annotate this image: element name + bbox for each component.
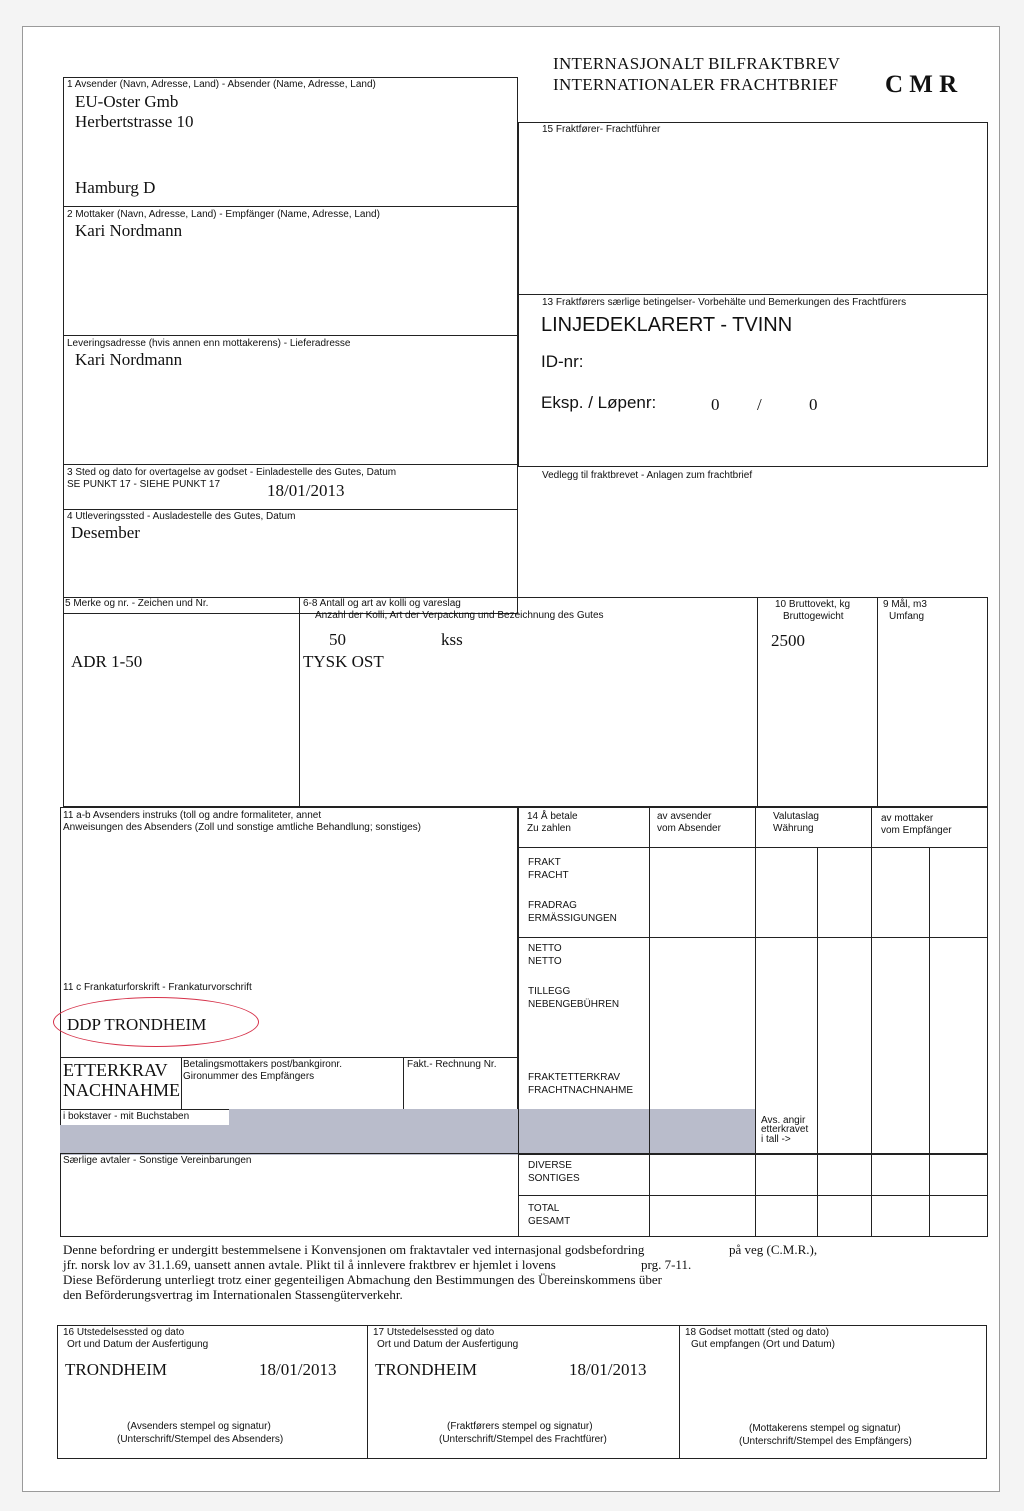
reservations-line[interactable]: LINJEDEKLARERT - TVINN — [541, 314, 793, 336]
pay-receiver-label-1: av mottaker — [881, 813, 934, 824]
pay-sender-label-1: av avsender — [657, 811, 712, 822]
cod-numbers-label-3: i tall -> — [761, 1134, 791, 1145]
sig3-stamp-2: (Unterschrift/Stempel des Empfängers) — [739, 1436, 912, 1447]
consignee-name[interactable]: Kari Nordmann — [75, 221, 183, 240]
instructions-label-1: 11 a-b Avsenders instruks (toll og andre formaliteter, annet — [63, 810, 322, 821]
takeover-date[interactable]: 18/01/2013 — [267, 481, 345, 500]
pay-row-frakt-1: FRAKT — [528, 857, 561, 868]
payment-block — [518, 807, 988, 1155]
cod-numbers-label-2: etterkravet — [761, 1124, 809, 1135]
pay-row-tillegg-2: NEBENGEBÜHREN — [528, 999, 620, 1010]
instructions-label-2: Anweisungen des Absenders (Zoll und sonstige amtliche Behandlung; sonstiges) — [63, 822, 421, 833]
pay-row-fradrag-1: FRADRAG — [528, 900, 577, 911]
pay-row-netto-2: NETTO — [528, 956, 562, 967]
sig2-place[interactable]: TRONDHEIM — [375, 1360, 477, 1379]
sig2-date[interactable]: 18/01/2013 — [569, 1360, 647, 1379]
volume-label-2: Umfang — [889, 611, 925, 622]
id-number-label: ID-nr: — [541, 352, 584, 371]
goods-quantity[interactable]: 50 — [329, 630, 346, 649]
pay-currency-label-2: Währung — [773, 823, 814, 834]
sig2-label-1: 17 Utstedelsessted og dato — [373, 1327, 495, 1338]
cod-numbers-label-1: Avs. angir — [761, 1115, 806, 1126]
pay-label-1: 14 Å betale — [527, 811, 578, 822]
special-label: Særlige avtaler - Sonstige Vereinbarungen — [63, 1155, 252, 1166]
sender-city[interactable]: Hamburg D — [75, 178, 156, 197]
sig1-date[interactable]: 18/01/2013 — [259, 1360, 337, 1379]
cod-invoice-label: Fakt.- Rechnung Nr. — [407, 1059, 497, 1070]
takeover-sublabel: SE PUNKT 17 - SIEHE PUNKT 17 — [67, 479, 221, 490]
legal-line-2b: prg. 7-11. — [641, 1257, 692, 1272]
legal-line-1b: på veg (C.M.R.), — [729, 1242, 818, 1257]
title-norwegian: INTERNASJONALT BILFRAKTBREV — [553, 54, 841, 73]
pay-row-tillegg-1: TILLEGG — [528, 986, 571, 997]
cod-words-label: i bokstaver - mit Buchstaben — [63, 1111, 190, 1122]
pay-row-netto-1: NETTO — [528, 943, 562, 954]
sig3-label-2: Gut empfangen (Ort und Datum) — [691, 1339, 835, 1350]
eksp-separator: / — [757, 395, 762, 414]
sig2-stamp-2: (Unterschrift/Stempel des Frachtfürer) — [439, 1434, 607, 1445]
reservations-label: 13 Fraktførers særlige betingelser- Vorbehälte und Bemerkungen des Frachtfürers — [542, 297, 907, 308]
pay-row-fraktetterkrav-1: FRAKTETTERKRAV — [528, 1072, 621, 1083]
weight-label-2: Bruttogewicht — [783, 611, 844, 622]
weight-label-1: 10 Bruttovekt, kg — [775, 599, 851, 610]
goods-description[interactable]: TYSK OST — [303, 652, 384, 671]
weight-value[interactable]: 2500 — [771, 631, 805, 650]
cmr-document — [22, 26, 1000, 1492]
pay-label-2: Zu zahlen — [527, 823, 571, 834]
franking-label: 11 c Frankaturforskrift - Frankaturvorschrift — [63, 982, 252, 993]
sender-label: 1 Avsender (Navn, Adresse, Land) - Absender (Name, Adresse, Land) — [67, 79, 376, 90]
sig1-place[interactable]: TRONDHEIM — [65, 1360, 167, 1379]
goods-block — [63, 597, 988, 807]
sig3-stamp-1: (Mottakerens stempel og signatur) — [749, 1423, 901, 1434]
legal-line-4: den Beförderungsvertrag im Internationalen Stassengüterverkehr. — [63, 1287, 403, 1302]
pay-row-total-1: TOTAL — [528, 1203, 560, 1214]
pay-row-fradrag-2: ERMÄSSIGUNGEN — [528, 913, 617, 924]
goods-unit[interactable]: kss — [441, 630, 463, 649]
goods-desc-label-2: Anzahl der Kolli, Art der Verpackung und Bezeichnung des Gutes — [315, 610, 604, 621]
delivery-address-name[interactable]: Kari Nordmann — [75, 350, 183, 369]
sig1-stamp-1: (Avsenders stempel og signatur) — [127, 1421, 271, 1432]
cod-account-label-2: Gironummer des Empfängers — [183, 1071, 315, 1082]
delivery-place-label: 4 Utleveringssted - Ausladestelle des Gutes, Datum — [67, 511, 296, 522]
instructions-block — [60, 807, 518, 1155]
sender-name[interactable]: EU-Oster Gmb — [75, 92, 179, 111]
cod-account-label-1: Betalingsmottakers post/bankgironr. — [183, 1059, 342, 1070]
volume-label-1: 9 Mål, m3 — [883, 599, 927, 610]
eksp-value-a[interactable]: 0 — [711, 395, 720, 414]
pay-row-fraktetterkrav-2: FRACHTNACHNAHME — [528, 1085, 633, 1096]
pay-row-diverse-1: DIVERSE — [528, 1160, 572, 1171]
franking-value[interactable]: DDP TRONDHEIM — [67, 1015, 207, 1034]
delivery-address-label: Leveringsadresse (hvis annen enn mottakerens) - Lieferadresse — [67, 338, 351, 349]
pay-receiver-label-2: vom Empfänger — [881, 825, 952, 836]
eksp-value-b[interactable]: 0 — [809, 395, 818, 414]
consignee-label: 2 Mottaker (Navn, Adresse, Land) - Empfänger (Name, Adresse, Land) — [67, 209, 380, 220]
legal-line-3: Diese Beförderung unterliegt trotz einer gegenteiligen Abmachung den Bestimmungen des Übereinskommens über — [63, 1272, 662, 1287]
sig3-label-1: 18 Godset mottatt (sted og dato) — [685, 1327, 829, 1338]
sig1-stamp-2: (Unterschrift/Stempel des Absenders) — [117, 1434, 284, 1445]
pay-sender-label-2: vom Absender — [657, 823, 721, 834]
sig2-label-2: Ort und Datum der Ausfertigung — [377, 1339, 519, 1350]
pay-row-frakt-2: FRACHT — [528, 870, 569, 881]
cod-title-1: ETTERKRAV — [63, 1060, 168, 1080]
marks-value[interactable]: ADR 1-50 — [71, 652, 143, 671]
carrier-label: 15 Fraktfører- Frachtführer — [542, 124, 661, 135]
eksp-label: Eksp. / Løpenr: — [541, 393, 657, 412]
legal-line-1a: Denne befordring er undergitt bestemmelsene i Konvensjonen om fraktavtaler ved internasjonal godsbefordring — [63, 1242, 645, 1257]
sig2-stamp-1: (Fraktførers stempel og signatur) — [447, 1421, 593, 1432]
delivery-place-value[interactable]: Desember — [71, 523, 140, 542]
cmr-mark: C M R — [885, 71, 958, 98]
legal-line-2a: jfr. norsk lov av 31.1.69, uansett annen avtale. Plikt til å innlevere fraktbrev er hjemlet i lovens — [63, 1257, 556, 1272]
cod-title-2: NACHNAHME — [63, 1080, 180, 1100]
sender-street[interactable]: Herbertstrasse 10 — [75, 112, 194, 131]
marks-label: 5 Merke og nr. - Zeichen und Nr. — [65, 598, 209, 609]
title-german: INTERNATIONALER FRACHTBRIEF — [553, 75, 839, 94]
pay-currency-label-1: Valutaslag — [773, 811, 819, 822]
takeover-label: 3 Sted og dato for overtagelse av godset - Einladestelle des Gutes, Datum — [67, 467, 397, 478]
pay-row-diverse-2: SONTIGES — [528, 1173, 580, 1184]
goods-desc-label-1: 6-8 Antall og art av kolli og vareslag — [303, 598, 461, 609]
attachments-label: Vedlegg til fraktbrevet - Anlagen zum frachtbrief — [542, 470, 753, 481]
pay-row-total-2: GESAMT — [528, 1216, 571, 1227]
sig1-label-2: Ort und Datum der Ausfertigung — [67, 1339, 209, 1350]
sig1-label-1: 16 Utstedelsessted og dato — [63, 1327, 185, 1338]
